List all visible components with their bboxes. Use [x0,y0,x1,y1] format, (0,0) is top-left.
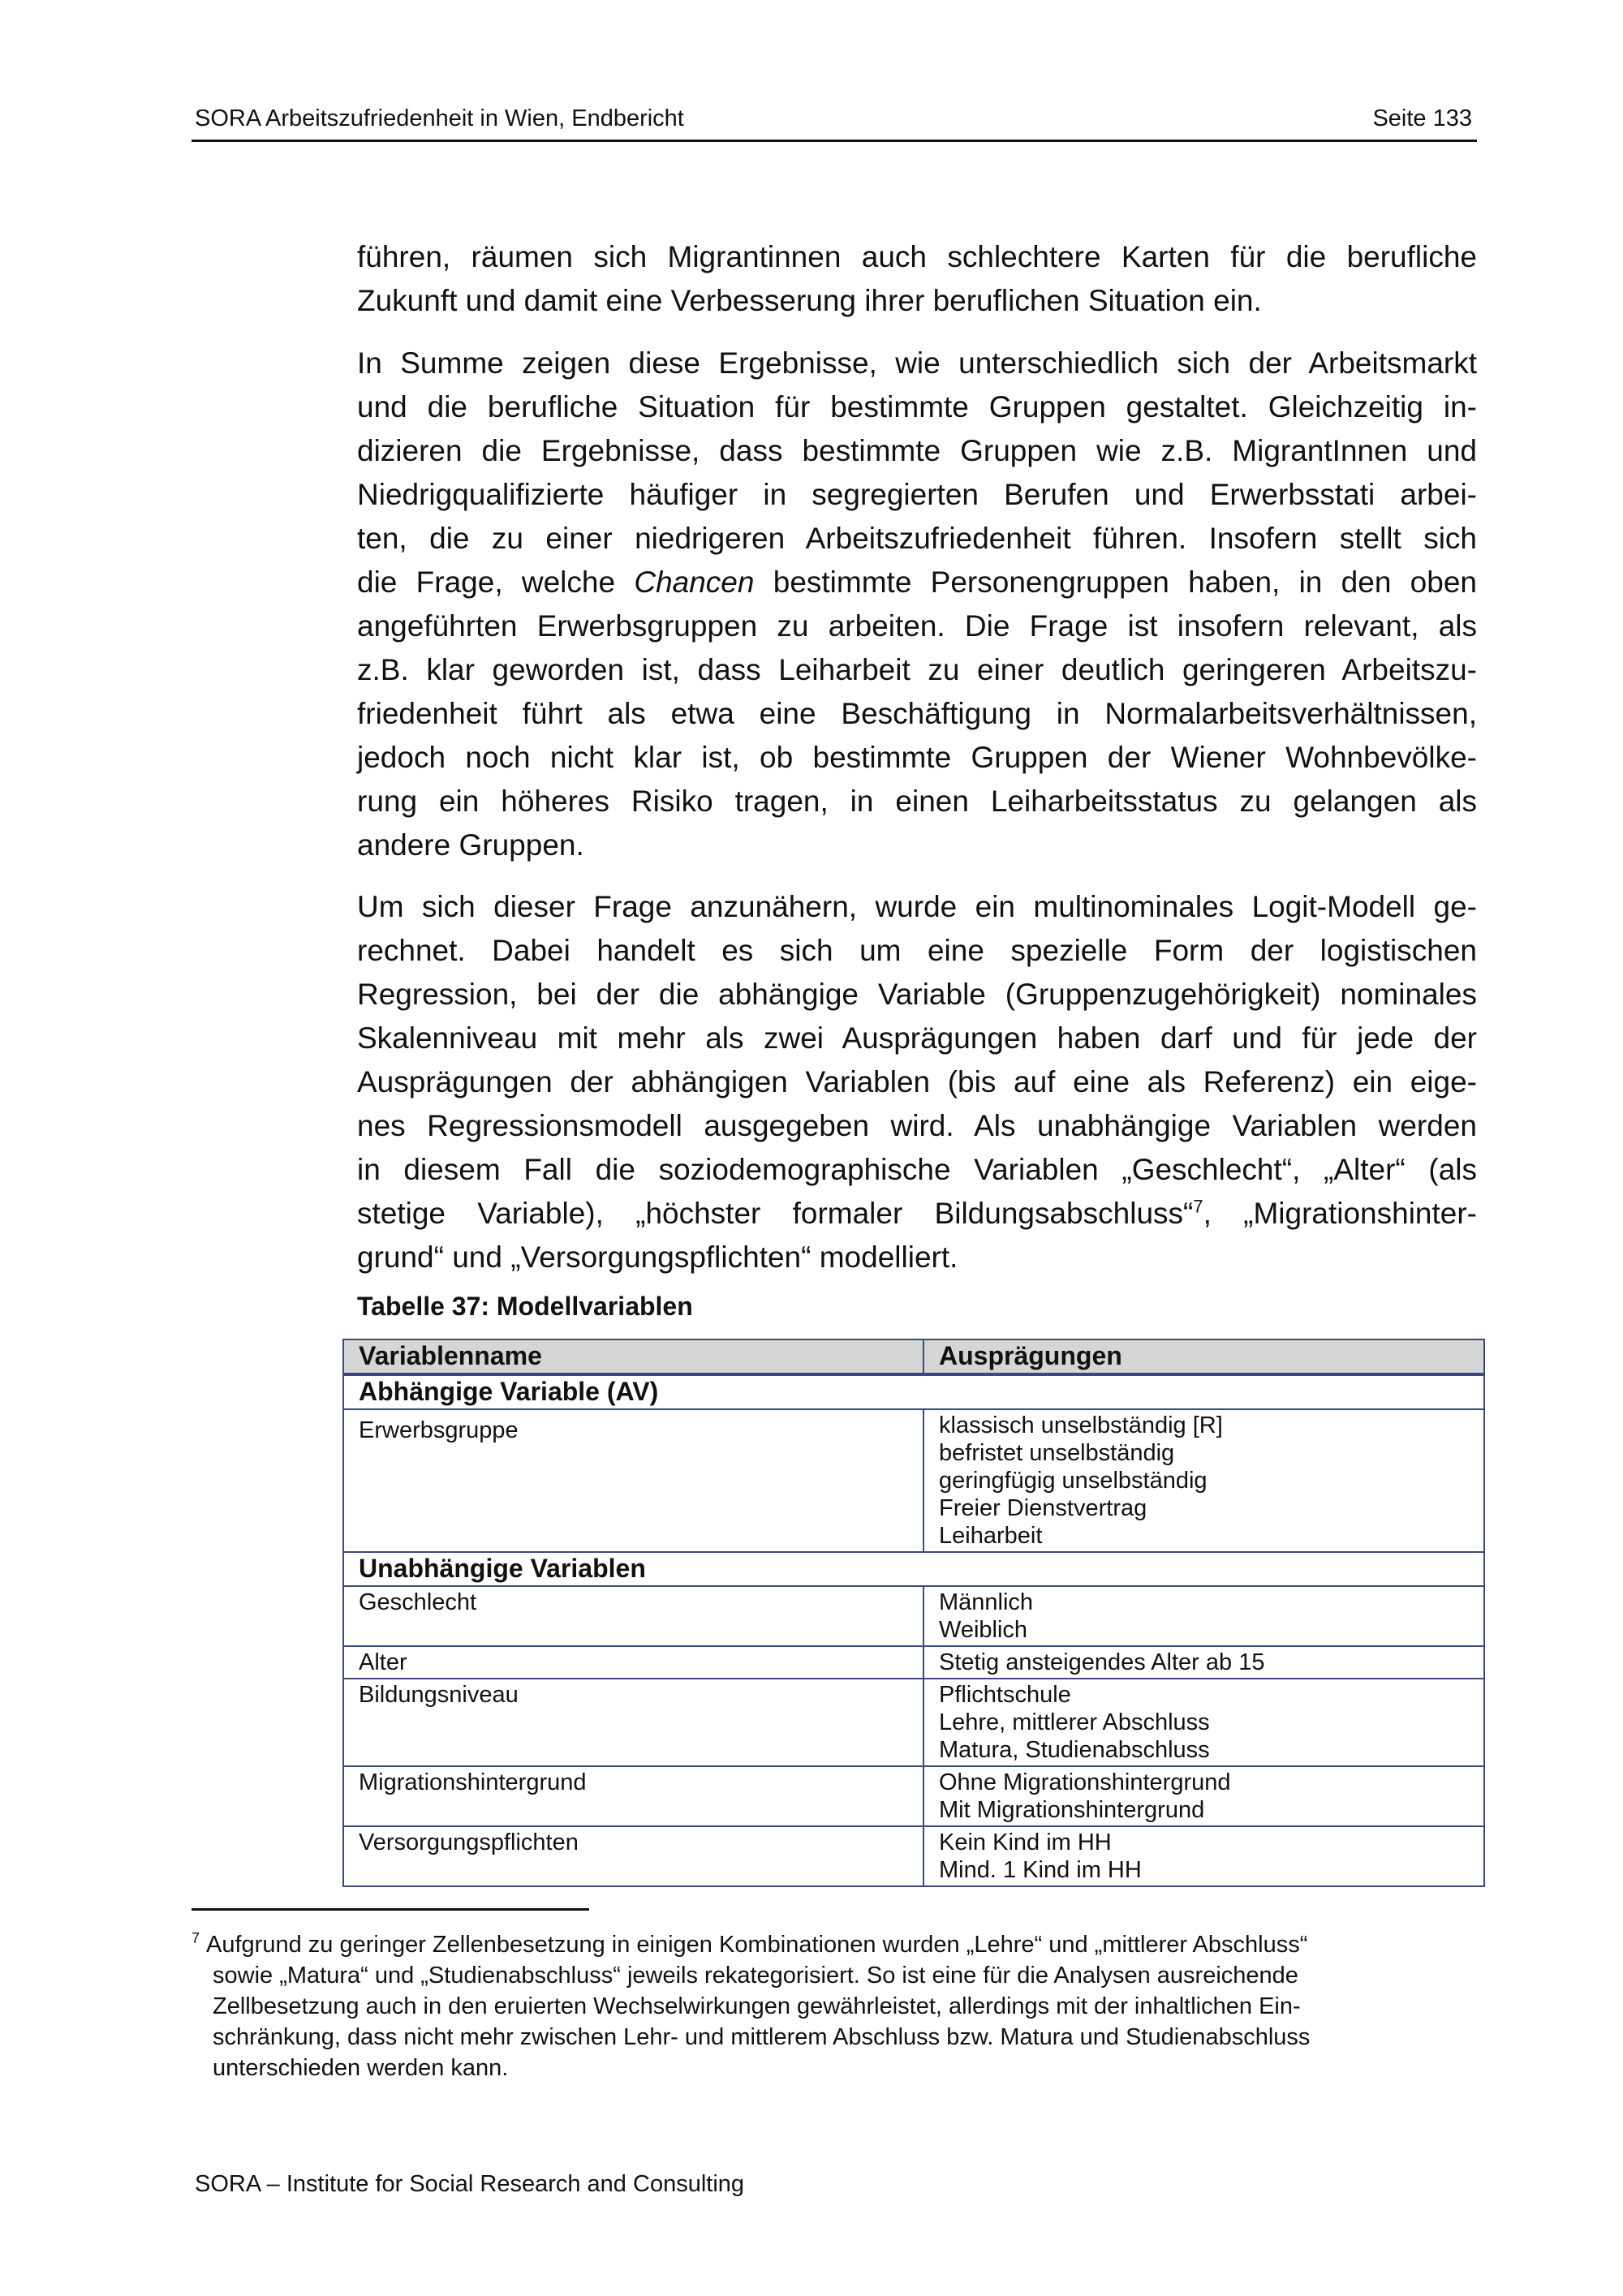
table-header-row [343,1339,1484,1374]
emphasis-chancen: Chancen [634,565,755,599]
text-line: grund“ und „Versorgungspflichten“ modelliert. [357,1240,958,1274]
footnote-number: 7 [192,1930,200,1947]
footnote-line: Zellbesetzung auch in den eruierten Wechselwirkungen gewährleistet, allerdings mit der inhaltlichen Ein- [213,1993,1301,2019]
variable-name: Versorgungspflichten [343,1826,923,1886]
page-footer: SORA – Institute for Social Research and Consulting [195,2171,745,2197]
text-line: Regression, bei der die abhängige Variable (Gruppenzugehörigkeit) nominales [357,978,1477,1011]
paragraph-2 [357,342,1477,879]
text-line: nes Regressionsmodell ausgegeben wird. Als unabhängige Variablen werden [357,1109,1477,1142]
variable-name: Erwerbsgruppe [343,1409,923,1552]
column-header-values: Ausprägungen [923,1339,1484,1374]
text-line: z.B. klar geworden ist, dass Leiharbeit zu einer deutlich geringeren Arbeitszu- [357,653,1477,686]
variable-name: Alter [343,1646,923,1679]
text-line: Ausprägungen der abhängigen Variablen (bis auf eine als Referenz) ein eige- [357,1065,1477,1099]
text-line: und die berufliche Situation für bestimmte Gruppen gestaltet. Gleichzeitig in- [357,390,1477,424]
table-row [343,1586,1484,1646]
text-line: in diesem Fall die soziodemographische Variablen „Geschlecht“, „Alter“ (als [357,1153,1477,1186]
text-line: friedenheit führt als etwa eine Beschäftigung in Normalarbeitsverhältnissen, [357,697,1477,730]
variable-name: Migrationshintergrund [343,1766,923,1826]
text-line-footnote-ref: stetige Variable), „höchster formaler Bildungsabschluss“$^7$, „Migrationshinter- [357,1196,1477,1230]
variable-values: Männlich Weiblich [923,1586,1484,1646]
text-line: ten, die zu einer niedrigeren Arbeitszufriedenheit führen. Insofern stellt sich [357,522,1477,555]
text-line: Zukunft und damit eine Verbesserung ihrer beruflichen Situation ein. [357,284,1262,317]
text-line: Skalenniveau mit mehr als zwei Ausprägungen haben darf und für jede der [357,1021,1477,1055]
page-number: Seite 133 [1372,105,1472,131]
section-row-dependent [343,1374,1484,1409]
footnote-separator [192,1908,589,1911]
variable-values: Kein Kind im HH Mind. 1 Kind im HH [923,1826,1484,1886]
footnote [192,1929,1457,2083]
text-line: jedoch noch nicht klar ist, ob bestimmte Gruppen der Wiener Wohnbevölke- [357,741,1477,774]
model-variables-table [342,1339,1485,1887]
table-caption: Tabelle 37: Modellvariablen [357,1292,693,1321]
text-line: führen, räumen sich Migrantinnen auch schlechtere Karten für die berufliche [357,240,1477,273]
table-row [343,1409,1484,1552]
text-line: rung ein höheres Risiko tragen, in einen Leiharbeitsstatus zu gelangen als [357,785,1477,818]
footnote-line: $^7$ Aufgrund zu geringer Zellenbesetzung in einigen Kombinationen wurden „Lehre“ und „mittlerer Abschluss“ [192,1930,1308,1958]
text-line: In Summe zeigen diese Ergebnisse, wie unterschiedlich sich der Arbeitsmarkt [357,346,1477,380]
paragraph-1 [357,235,1477,334]
variable-name: Geschlecht [343,1586,923,1646]
text-line-chancen: die Frage, welche Chancen bestimmte Personengruppen haben, in den oben [357,565,1477,599]
footnote-line: unterschieden werden kann. [213,2055,509,2081]
page-header [192,104,1477,142]
variable-values: Stetig ansteigendes Alter ab 15 [923,1646,1484,1679]
variable-values: Ohne Migrationshintergrund Mit Migrationshintergrund [923,1766,1484,1826]
text-line: rechnet. Dabei handelt es sich um eine spezielle Form der logistischen [357,934,1477,967]
table-row [343,1766,1484,1826]
footnote-line: sowie „Matura“ und „Studienabschluss“ jeweils rekategorisiert. So ist eine für die Analysen ausreichende [213,1963,1298,1989]
text-line: angeführten Erwerbsgruppen zu arbeiten. Die Frage ist insofern relevant, als [357,609,1477,643]
section-title: Unabhängige Variablen [343,1552,1484,1586]
variable-values: Pflichtschule Lehre, mittlerer Abschluss Matura, Studienabschluss [923,1679,1484,1766]
table-row [343,1646,1484,1679]
table-row [343,1679,1484,1766]
paragraph-3 [357,885,1477,1291]
variable-name: Bildungsniveau [343,1679,923,1766]
section-title: Abhängige Variable (AV) [343,1374,1484,1409]
text-line: Um sich dieser Frage anzunähern, wurde ein multinominales Logit-Modell ge- [357,890,1477,923]
text-line: dizieren die Ergebnisse, dass bestimmte Gruppen wie z.B. MigrantInnen und [357,434,1477,467]
variable-values: klassisch unselbständig [R] befristet unselbständig geringfügig unselbständig Freier Dienstvertrag Leiharbeit [923,1409,1484,1552]
table-row [343,1826,1484,1886]
column-header-variable: Variablenname [343,1339,923,1374]
footnote-line: schränkung, dass nicht mehr zwischen Lehr- und mittlerem Abschluss bzw. Matura und Studienabschluss [213,2024,1311,2050]
section-row-independent [343,1552,1484,1586]
text-line: andere Gruppen. [357,828,584,862]
footnote-reference[interactable]: 7 [1193,1196,1203,1217]
text-line: Niedrigqualifizierte häufiger in segregierten Berufen und Erwerbsstati arbei- [357,478,1477,511]
report-title: SORA Arbeitszufriedenheit in Wien, Endbericht [195,105,684,131]
